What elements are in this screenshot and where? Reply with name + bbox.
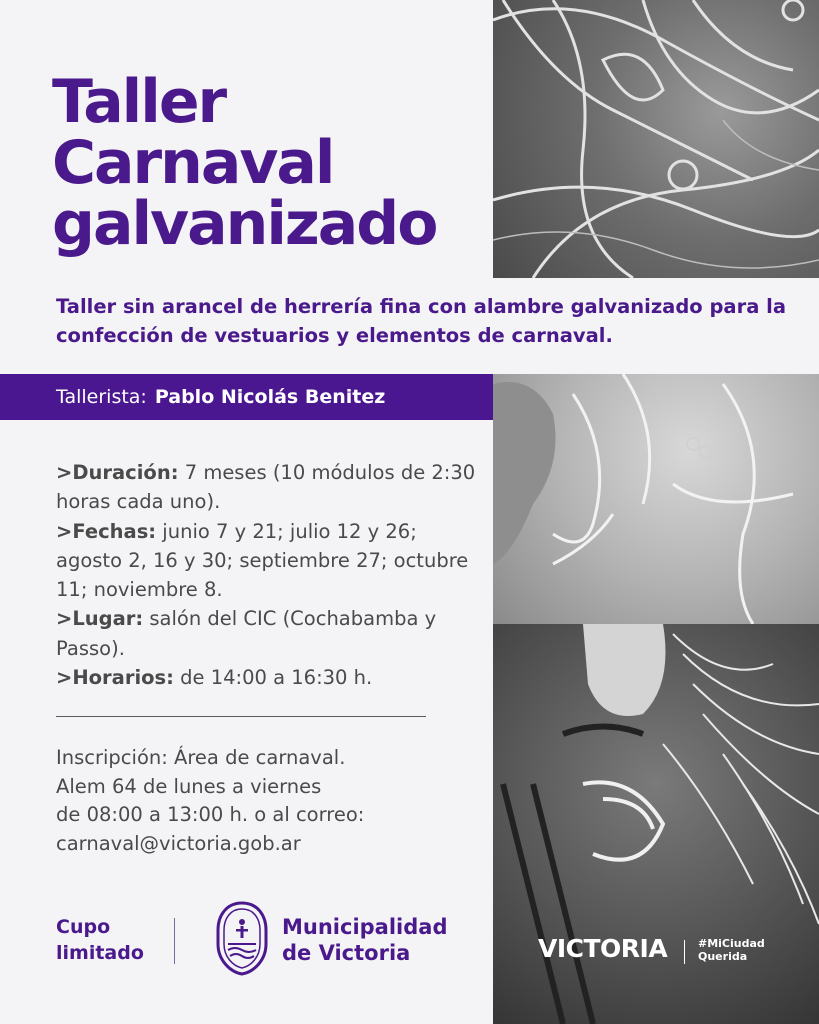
hand-wire-drawing xyxy=(493,374,819,624)
page-title xyxy=(52,67,437,259)
inscription-line: Inscripción: Área de carnaval. xyxy=(56,746,346,769)
divider xyxy=(56,716,426,717)
detail-label: >Duración: xyxy=(56,461,179,484)
detail-text: de 14:00 a 16:30 h. xyxy=(173,666,373,690)
hashtag-line-1: #MiCiudad xyxy=(698,937,765,950)
inscription-email[interactable]: carnaval@victoria.gob.ar xyxy=(56,831,301,855)
tools-drawing xyxy=(493,624,819,1024)
footer-divider xyxy=(174,918,175,964)
workshop-details xyxy=(56,458,476,692)
instructor-name: Pablo Nicolás Benitez xyxy=(154,386,386,408)
subtitle: Taller sin arancel de herrería fina con alambre galvanizado para la confección de vestuarios y elementos de carnaval. xyxy=(56,295,787,347)
muni-line-2: de Victoria xyxy=(282,941,411,965)
title-line-3: galvanizado xyxy=(52,189,437,259)
hashtag-line-2: Querida xyxy=(698,950,748,963)
title-line-1: Taller xyxy=(52,67,226,137)
hashtag xyxy=(698,937,765,963)
limited-spots-note xyxy=(56,914,144,966)
wire-shaping-hand-photo xyxy=(493,374,819,624)
detail-text: junio 7 y 21; julio 12 y 26; agosto 2, 16 y 30; septiembre 27; octubre 11; noviembre 8. xyxy=(56,519,469,602)
cupo-line-1: Cupo xyxy=(56,916,111,938)
wire-frame-photo xyxy=(493,0,819,278)
detail-duracion xyxy=(56,458,476,517)
detail-horarios xyxy=(56,663,476,692)
detail-label: >Fechas: xyxy=(56,519,157,543)
municipal-seal-icon xyxy=(214,900,270,976)
photo-column xyxy=(493,0,819,1024)
cupo-line-2: limitado xyxy=(56,942,144,964)
instructor-label: Tallerista: xyxy=(56,386,147,408)
inscription-line: de 08:00 a 13:00 h. o al correo: xyxy=(56,803,365,826)
title-line-2: Carnaval xyxy=(52,128,334,198)
inscription-info xyxy=(56,744,476,858)
brand-divider xyxy=(684,940,685,964)
detail-fechas xyxy=(56,517,476,605)
municipality-name xyxy=(282,914,447,966)
detail-text: 7 meses (10 módulos de 2:30 horas cada uno). xyxy=(56,461,476,514)
detail-label: >Lugar: xyxy=(56,607,144,631)
detail-lugar xyxy=(56,604,476,663)
detail-label: >Horarios: xyxy=(56,666,174,690)
inscription-line: Alem 64 de lunes a viernes xyxy=(56,774,322,798)
wire-frame-drawing xyxy=(493,0,819,278)
muni-line-1: Municipalidad xyxy=(282,915,448,939)
instructor-banner xyxy=(0,374,493,420)
victoria-brand-logo: VICTORIA xyxy=(538,934,668,963)
detail-text: salón del CIC (Cochabamba y Passo). xyxy=(56,607,437,660)
workbench-tools-photo xyxy=(493,624,819,1024)
